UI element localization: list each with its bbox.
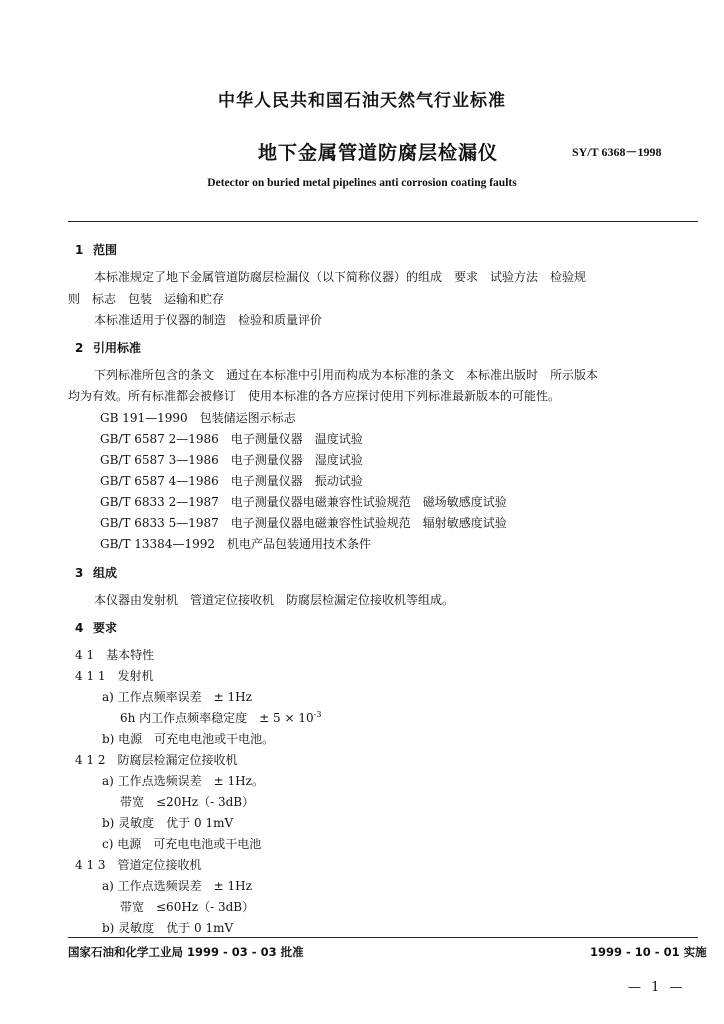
spec-item: b) 灵敏度 优于 0 1mV — [102, 921, 234, 935]
paragraph-line: 本标准适用于仪器的制造 检验和质量评价 — [94, 313, 323, 327]
english-title: Detector on buried metal pipelines anti corrosion coating faults — [207, 177, 517, 189]
spec-text: 6h 内工作点频率稳定度 ± 5 × 10 — [120, 711, 314, 725]
effective-date: 1999 - 10 - 01 实施 — [590, 945, 707, 959]
reference-item: GB/T 6833 5—1987 电子测量仪器电磁兼容性试验规范 辐射敏感度试验 — [100, 516, 507, 530]
spec-item: a) 工作点选频误差 ± 1Hz。 — [102, 774, 264, 788]
spec-item: 带宽 ≤60Hz（- 3dB） — [120, 900, 255, 914]
spec-item: b) 灵敏度 优于 0 1mV — [102, 816, 234, 830]
section-1-heading — [75, 241, 117, 258]
reference-item: GB/T 13384—1992 机电产品包装通用技术条件 — [100, 537, 371, 551]
section-3-heading — [75, 564, 117, 581]
paragraph-line: 则 标志 包装 运输和贮存 — [68, 292, 225, 306]
standard-code: SY/T 6368－1998 — [572, 145, 662, 159]
reference-item: GB 191—1990 包装储运图示标志 — [100, 411, 296, 425]
spec-item: a) 工作点选频误差 ± 1Hz — [102, 879, 252, 893]
paragraph-line: 下列标准所包含的条文 通过在本标准中引用而构成为本标准的条文 本标准出版时 所示版本 — [94, 368, 599, 382]
section-title: 要求 — [93, 621, 118, 635]
spec-item: a) 工作点频率误差 ± 1Hz — [102, 690, 252, 704]
subsection-heading: 4 1 2 防腐层检漏定位接收机 — [75, 753, 238, 767]
section-2-heading — [75, 339, 141, 356]
subsection-heading: 4 1 3 管道定位接收机 — [75, 858, 202, 872]
paragraph-line: 本标准规定了地下金属管道防腐层检漏仪（以下简称仪器）的组成 要求 试验方法 检验规 — [94, 270, 587, 284]
section-title: 组成 — [93, 566, 118, 580]
issuing-organization: 中华人民共和国石油天然气行业标准 — [218, 91, 506, 111]
reference-item: GB/T 6833 2—1987 电子测量仪器电磁兼容性试验规范 磁场敏感度试验 — [100, 495, 507, 509]
reference-item: GB/T 6587 4—1986 电子测量仪器 振动试验 — [100, 474, 363, 488]
reference-item: GB/T 6587 3—1986 电子测量仪器 湿度试验 — [100, 453, 363, 467]
header-divider — [68, 221, 698, 222]
paragraph-line: 本仪器由发射机 管道定位接收机 防腐层检漏定位接收机等组成。 — [94, 593, 455, 607]
section-number: 4 — [75, 621, 84, 635]
section-number: 3 — [75, 566, 84, 580]
paragraph-line: 均为有效。所有标准都会被修订 使用本标准的各方应探讨使用下列标准最新版本的可能性。 — [68, 389, 561, 403]
subsection-heading: 4 1 基本特性 — [75, 648, 155, 662]
spec-item: b) 电源 可充电电池或干电池。 — [102, 732, 275, 746]
spec-item: c) 电源 可充电电池或干电池 — [102, 837, 262, 851]
footer-divider — [68, 937, 698, 938]
section-title: 引用标准 — [93, 341, 142, 355]
approval-line: 国家石油和化学工业局 1999 - 03 - 03 批准 — [68, 945, 304, 959]
reference-item: GB/T 6587 2—1986 电子测量仪器 温度试验 — [100, 432, 363, 446]
section-title: 范围 — [93, 243, 118, 257]
section-4-heading — [75, 619, 117, 636]
spec-item: 带宽 ≤20Hz（- 3dB） — [120, 795, 255, 809]
exponent: -3 — [313, 710, 322, 719]
section-number: 1 — [75, 243, 84, 257]
subsection-heading: 4 1 1 发射机 — [75, 669, 154, 683]
spec-item — [120, 709, 321, 726]
section-number: 2 — [75, 341, 84, 355]
document-title: 地下金属管道防腐层检漏仪 — [258, 142, 499, 164]
page-number: — 1 — — [628, 980, 686, 995]
